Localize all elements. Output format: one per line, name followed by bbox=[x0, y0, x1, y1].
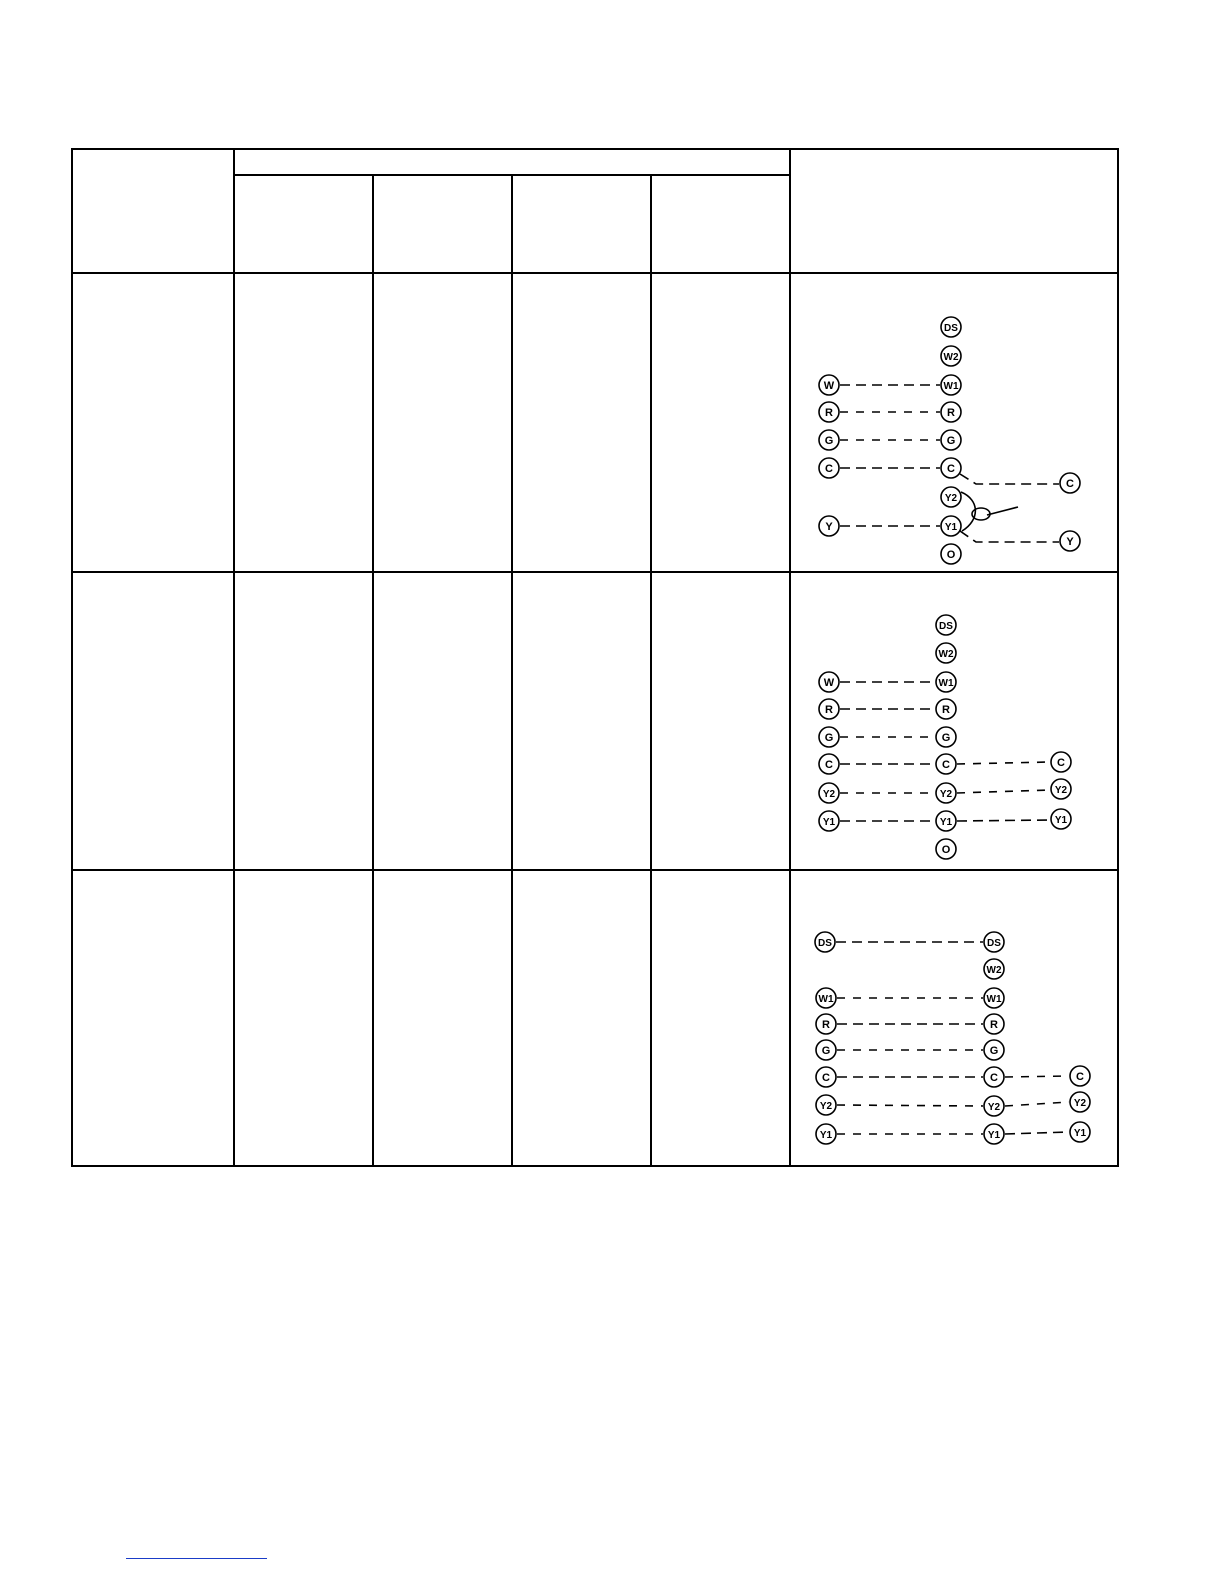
terminal-left bbox=[815, 932, 835, 952]
terminal-label: G bbox=[946, 435, 956, 447]
terminal-middle bbox=[941, 430, 961, 450]
wiring-diagram-row-1 bbox=[819, 317, 1080, 564]
wire bbox=[837, 1105, 983, 1106]
wire bbox=[960, 531, 1059, 542]
terminal-middle bbox=[936, 754, 956, 774]
wire bbox=[957, 820, 1050, 821]
wire bbox=[957, 762, 1050, 764]
wiring-diagram-row-3 bbox=[815, 932, 1090, 1144]
terminal-left bbox=[819, 402, 839, 422]
terminal-label: DS bbox=[987, 938, 1001, 949]
wire bbox=[1005, 1076, 1069, 1077]
terminal-middle bbox=[936, 839, 956, 859]
terminal-label: Y bbox=[825, 521, 833, 533]
wire bbox=[1005, 1102, 1069, 1106]
terminal-middle bbox=[984, 1014, 1004, 1034]
terminal-label: Y1 bbox=[939, 817, 953, 828]
terminal-label: Y1 bbox=[1073, 1128, 1087, 1139]
terminal-label: W1 bbox=[986, 994, 1002, 1005]
terminal-left bbox=[819, 516, 839, 536]
terminal-left bbox=[819, 727, 839, 747]
table-border bbox=[72, 149, 1118, 1166]
terminal-label: G bbox=[824, 435, 834, 447]
wire bbox=[957, 790, 1050, 793]
terminal-middle bbox=[941, 317, 961, 337]
terminal-label: Y2 bbox=[944, 493, 958, 504]
terminal-label: Y2 bbox=[1054, 785, 1068, 796]
table-grid bbox=[72, 149, 1118, 1166]
terminal-label: W2 bbox=[943, 352, 959, 363]
terminal-right bbox=[1070, 1066, 1090, 1086]
terminal-middle bbox=[941, 402, 961, 422]
terminal-right bbox=[1051, 752, 1071, 772]
terminal-label: C bbox=[990, 1072, 998, 1084]
terminal-label: C bbox=[1066, 478, 1074, 490]
terminal-left bbox=[819, 811, 839, 831]
terminal-label: C bbox=[942, 759, 950, 771]
terminal-middle bbox=[984, 988, 1004, 1008]
terminal-label: Y bbox=[1066, 536, 1074, 548]
terminal-left bbox=[816, 1014, 836, 1034]
terminal-label: W bbox=[823, 677, 835, 689]
terminal-label: C bbox=[825, 463, 833, 475]
terminal-middle bbox=[984, 1096, 1004, 1116]
terminal-label: Y2 bbox=[822, 789, 836, 800]
terminal-label: Y1 bbox=[1054, 815, 1068, 826]
terminal-left bbox=[816, 1067, 836, 1087]
terminal-label: Y2 bbox=[987, 1102, 1001, 1113]
terminal-middle bbox=[936, 727, 956, 747]
terminal-right bbox=[1051, 779, 1071, 799]
terminal-left bbox=[819, 430, 839, 450]
terminal-right bbox=[1070, 1092, 1090, 1112]
terminal-middle bbox=[941, 458, 961, 478]
terminal-left bbox=[816, 1095, 836, 1115]
terminal-label: Y1 bbox=[944, 522, 958, 533]
terminal-label: G bbox=[824, 732, 834, 744]
terminal-label: C bbox=[1076, 1071, 1084, 1083]
terminal-label: W1 bbox=[818, 994, 834, 1005]
terminal-middle bbox=[941, 487, 961, 507]
terminal-middle bbox=[941, 544, 961, 564]
terminal-middle bbox=[936, 783, 956, 803]
terminal-middle bbox=[936, 643, 956, 663]
terminal-label: R bbox=[825, 407, 833, 419]
terminal-label: Y2 bbox=[1073, 1098, 1087, 1109]
terminal-label: DS bbox=[818, 938, 832, 949]
terminal-label: Y1 bbox=[819, 1130, 833, 1141]
terminal-middle bbox=[936, 615, 956, 635]
terminal-left bbox=[816, 988, 836, 1008]
terminal-label: C bbox=[1057, 757, 1065, 769]
terminal-left bbox=[819, 672, 839, 692]
terminal-left bbox=[819, 754, 839, 774]
terminal-label: R bbox=[825, 704, 833, 716]
terminal-left bbox=[816, 1124, 836, 1144]
terminal-label: R bbox=[822, 1019, 830, 1031]
wire bbox=[960, 474, 1059, 484]
terminal-label: C bbox=[825, 759, 833, 771]
terminal-left bbox=[819, 699, 839, 719]
terminal-right bbox=[1051, 809, 1071, 829]
terminal-label: O bbox=[946, 549, 956, 561]
terminal-label: G bbox=[989, 1045, 999, 1057]
terminal-left bbox=[819, 783, 839, 803]
footer-rule bbox=[126, 1558, 267, 1559]
terminal-middle bbox=[936, 699, 956, 719]
terminal-middle bbox=[984, 1040, 1004, 1060]
terminal-middle bbox=[984, 932, 1004, 952]
wire bbox=[1005, 1132, 1069, 1134]
jumper-wire bbox=[987, 507, 1018, 515]
terminal-label: G bbox=[941, 732, 951, 744]
terminal-label: Y2 bbox=[819, 1101, 833, 1112]
terminal-middle bbox=[984, 959, 1004, 979]
terminal-label: G bbox=[821, 1045, 831, 1057]
terminal-label: Y1 bbox=[987, 1130, 1001, 1141]
terminal-left bbox=[819, 375, 839, 395]
terminal-label: R bbox=[990, 1019, 998, 1031]
terminal-middle bbox=[941, 346, 961, 366]
terminal-left bbox=[816, 1040, 836, 1060]
terminal-label: W bbox=[823, 380, 835, 392]
terminal-label: Y1 bbox=[822, 817, 836, 828]
terminal-label: Y2 bbox=[939, 789, 953, 800]
terminal-label: W2 bbox=[938, 649, 954, 660]
terminal-right bbox=[1070, 1122, 1090, 1142]
terminal-label: R bbox=[942, 704, 950, 716]
terminal-label: DS bbox=[944, 323, 958, 334]
terminal-right bbox=[1060, 531, 1080, 551]
terminal-label: W1 bbox=[943, 381, 959, 392]
terminal-middle bbox=[984, 1067, 1004, 1087]
terminal-label: O bbox=[941, 844, 951, 856]
terminal-middle bbox=[941, 516, 961, 536]
terminal-label: DS bbox=[939, 621, 953, 632]
terminal-label: W2 bbox=[986, 965, 1002, 976]
terminal-middle bbox=[936, 672, 956, 692]
terminal-middle bbox=[936, 811, 956, 831]
terminal-label: W1 bbox=[938, 678, 954, 689]
wiring-diagram-row-2 bbox=[819, 615, 1071, 859]
terminal-right bbox=[1060, 473, 1080, 493]
terminal-middle bbox=[941, 375, 961, 395]
terminal-label: R bbox=[947, 407, 955, 419]
terminal-left bbox=[819, 458, 839, 478]
terminal-middle bbox=[984, 1124, 1004, 1144]
terminal-label: C bbox=[822, 1072, 830, 1084]
terminal-label: C bbox=[947, 463, 955, 475]
